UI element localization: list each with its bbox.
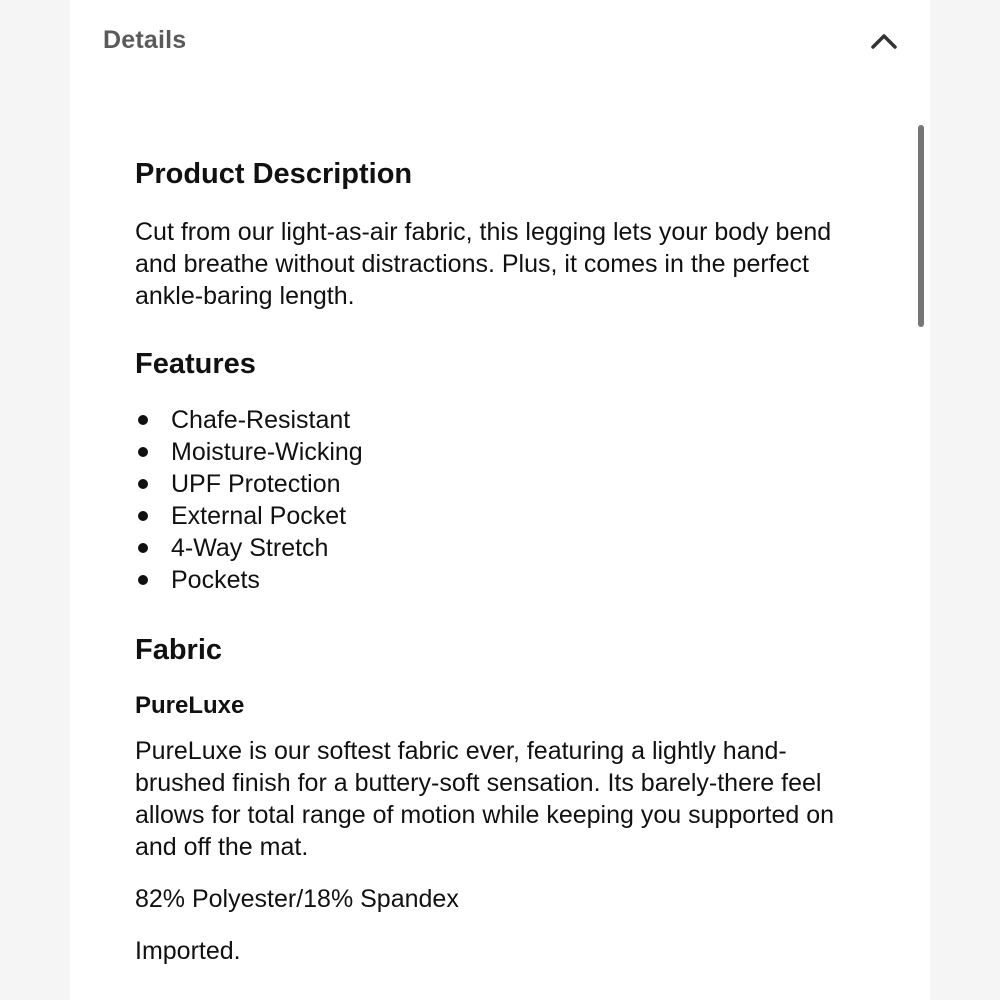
- list-item: [135, 564, 363, 596]
- chevron-up-icon[interactable]: [868, 28, 900, 52]
- feature-label: 4-Way Stretch: [171, 534, 329, 562]
- list-item: [135, 532, 363, 564]
- details-title: Details: [103, 26, 187, 54]
- fabric-description: PureLuxe is our softest fabric ever, featuring a lightly hand-brushed finish for a buttery-soft sensation. Its barely-there feel allows for total range of motion while keeping you supported on and off the mat.: [135, 737, 835, 861]
- bullet-icon: [138, 511, 148, 521]
- list-item: [135, 468, 363, 500]
- details-panel: [70, 0, 930, 1000]
- list-item: [135, 500, 363, 532]
- fabric-composition: 82% Polyester/18% Spandex: [135, 885, 459, 913]
- bullet-icon: [138, 447, 148, 457]
- details-accordion-header[interactable]: [70, 0, 930, 84]
- fabric-name: PureLuxe: [135, 692, 245, 719]
- feature-label: Pockets: [171, 566, 260, 594]
- feature-label: Chafe-Resistant: [171, 406, 351, 434]
- bullet-icon: [138, 415, 148, 425]
- feature-label: UPF Protection: [171, 470, 341, 498]
- features-heading: Features: [135, 348, 256, 380]
- fabric-heading: Fabric: [135, 634, 223, 666]
- scrollbar-thumb[interactable]: [918, 125, 924, 327]
- fabric-origin: Imported.: [135, 937, 241, 965]
- bullet-icon: [138, 543, 148, 553]
- features-list: [135, 404, 363, 596]
- feature-label: Moisture-Wicking: [171, 438, 363, 466]
- bullet-icon: [138, 479, 148, 489]
- list-item: [135, 436, 363, 468]
- bullet-icon: [138, 575, 148, 585]
- product-description-heading: Product Description: [135, 158, 413, 190]
- feature-label: External Pocket: [171, 502, 347, 530]
- product-description-text: Cut from our light-as-air fabric, this legging lets your body bend and breathe without distractions. Plus, it comes in the perfect ankle-baring length.: [135, 218, 832, 310]
- list-item: [135, 404, 363, 436]
